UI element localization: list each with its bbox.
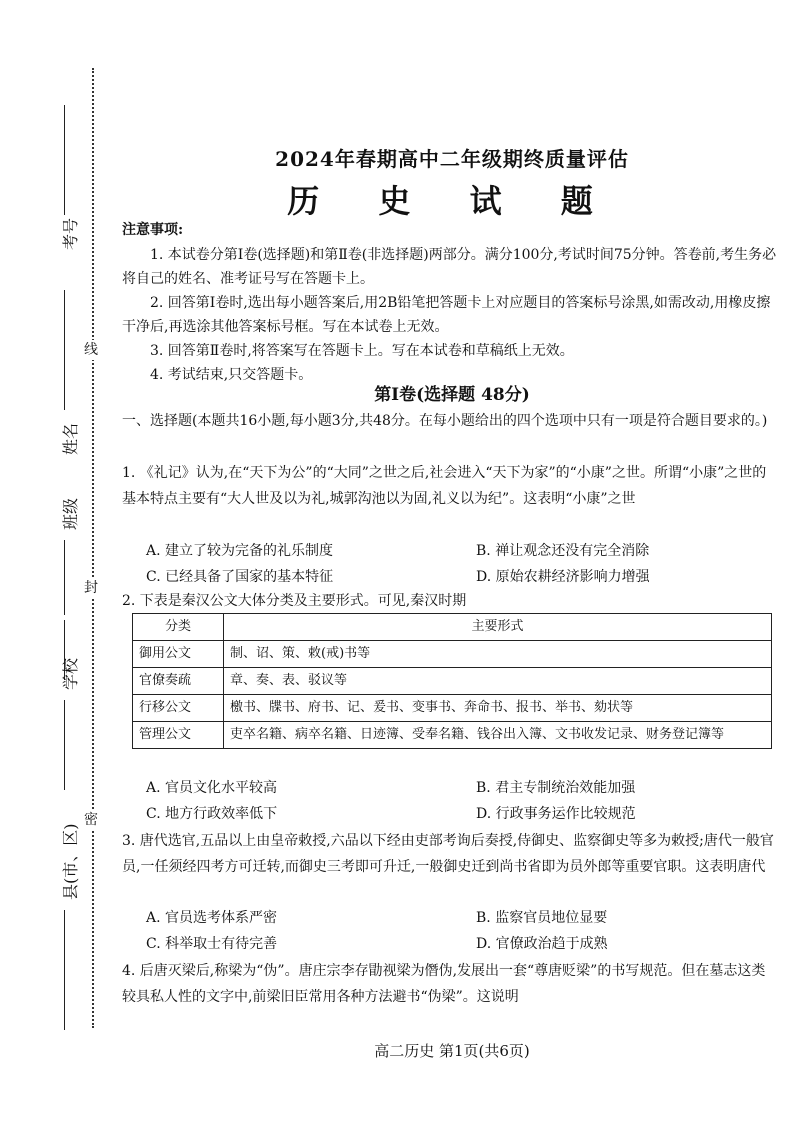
question-3-options xyxy=(146,905,766,957)
exam-title: 历 史 试 题 xyxy=(287,182,617,220)
binding-word-mi: 密 xyxy=(84,812,98,828)
notice-item: 4. 考试结束,只交答题卡。 xyxy=(150,367,313,383)
document-types-table xyxy=(132,613,772,749)
field-name-label: 姓名 xyxy=(61,422,80,455)
option: C. 科举取士有待完善 xyxy=(146,936,278,952)
notice-item: 3. 回答第Ⅱ卷时,将答案写在答题卡上。写在本试卷和草稿纸上无效。 xyxy=(150,343,574,359)
table-header-cell: 主要形式 xyxy=(224,614,772,641)
option: A. 建立了较为完备的礼乐制度 xyxy=(146,543,334,559)
notice-list xyxy=(122,243,777,387)
notice-item: 2. 回答第Ⅰ卷时,选出每小题答案后,用2B铅笔把答题卡上对应题目的答案标号涂黑,如需改动,用橡皮擦干净后,再选涂其他答案标号框。写在本试卷上无效。 xyxy=(122,295,771,335)
question-1-stem: 1. 《礼记》认为,在“天下为公”的“大同”之世之后,社会进入“天下为家”的“小康”之世。所谓“小康”之世的基本特点主要有“大人世及以为礼,城郭沟池以为固,礼义以为纪”。这表明“小康”之世 xyxy=(122,465,767,507)
question-2-options xyxy=(146,775,766,827)
table-header-row xyxy=(133,614,772,641)
field-school-label: 学校 xyxy=(61,657,80,690)
binding-word-feng: 封 xyxy=(84,580,98,596)
notice-heading: 注意事项: xyxy=(122,222,184,238)
option: D. 原始农耕经济影响力增强 xyxy=(476,569,650,585)
option: A. 官员文化水平较高 xyxy=(146,780,278,796)
table-header-cell: 分类 xyxy=(133,614,224,641)
field-exam-number-label: 考号 xyxy=(61,217,80,250)
table-cell: 檄书、牒书、府书、记、爰书、变事书、奔命书、报书、举书、劾状等 xyxy=(224,695,772,722)
option: C. 地方行政效率低下 xyxy=(146,806,278,822)
question-3-stem: 3. 唐代选官,五品以上由皇帝敕授,六品以下经由吏部考询后奏授,侍御史、监察御史等多为敕授;唐代一般官员,一任须经四考方可迁转,而御史三考即可升迁,一般御史迁到尚书省即为员外郎等重要官职。这表明唐代 xyxy=(122,833,774,875)
binding-margin xyxy=(0,0,120,1123)
table-row xyxy=(133,695,772,722)
table-cell: 御用公文 xyxy=(133,641,224,668)
page-footer: 高二历史 第1页(共6页) xyxy=(374,1042,530,1060)
option: B. 君主专制统治效能加强 xyxy=(476,780,636,796)
section-instruction: 一、选择题(本题共16小题,每小题3分,共48分。在每小题给出的四个选项中只有一项是符合题目要求的。) xyxy=(122,413,768,429)
question-1-options xyxy=(146,538,766,590)
table-row xyxy=(133,668,772,695)
question-4-stem: 4. 后唐灭梁后,称梁为“伪”。唐庄宗李存勖视梁为僭伪,发展出一套“尊唐贬梁”的书写规范。但在墓志这类较具私人性的文字中,前梁旧臣常用各种方法避书“伪梁”。这说明 xyxy=(122,963,766,1005)
option: C. 已经具备了国家的基本特征 xyxy=(146,569,334,585)
option: D. 行政事务运作比较规范 xyxy=(476,806,636,822)
binding-dotted-line xyxy=(92,68,94,1028)
table-cell: 章、奏、表、驳议等 xyxy=(224,668,772,695)
notice-item: 1. 本试卷分第Ⅰ卷(选择题)和第Ⅱ卷(非选择题)两部分。满分100分,考试时间75分钟。答卷前,考生务必将自己的姓名、准考证号写在答题卡上。 xyxy=(122,247,777,287)
binding-word-xian: 线 xyxy=(84,342,98,358)
option: B. 监察官员地位显要 xyxy=(476,910,608,926)
section-heading: 第Ⅰ卷(选择题 48分) xyxy=(374,385,530,405)
table-cell: 管理公文 xyxy=(133,722,224,749)
table-row xyxy=(133,641,772,668)
field-county-label: 县(市、区) xyxy=(61,823,80,900)
table-cell: 制、诏、策、敕(戒)书等 xyxy=(224,641,772,668)
question-2-stem: 2. 下表是秦汉公文大体分类及主要形式。可见,秦汉时期 xyxy=(122,593,467,609)
option: D. 官僚政治趋于成熟 xyxy=(476,936,608,952)
table-row xyxy=(133,722,772,749)
option: B. 禅让观念还没有完全消除 xyxy=(476,543,650,559)
exam-subtitle: 2024年春期高中二年级期终质量评估 xyxy=(275,147,629,171)
table-cell: 官僚奏疏 xyxy=(133,668,224,695)
option: A. 官员选考体系严密 xyxy=(146,910,278,926)
table-cell: 吏卒名籍、病卒名籍、日迹簿、受奉名籍、钱谷出入簿、文书收发记录、财务登记簿等 xyxy=(224,722,772,749)
table-cell: 行移公文 xyxy=(133,695,224,722)
field-class-label: 班级 xyxy=(61,497,80,530)
